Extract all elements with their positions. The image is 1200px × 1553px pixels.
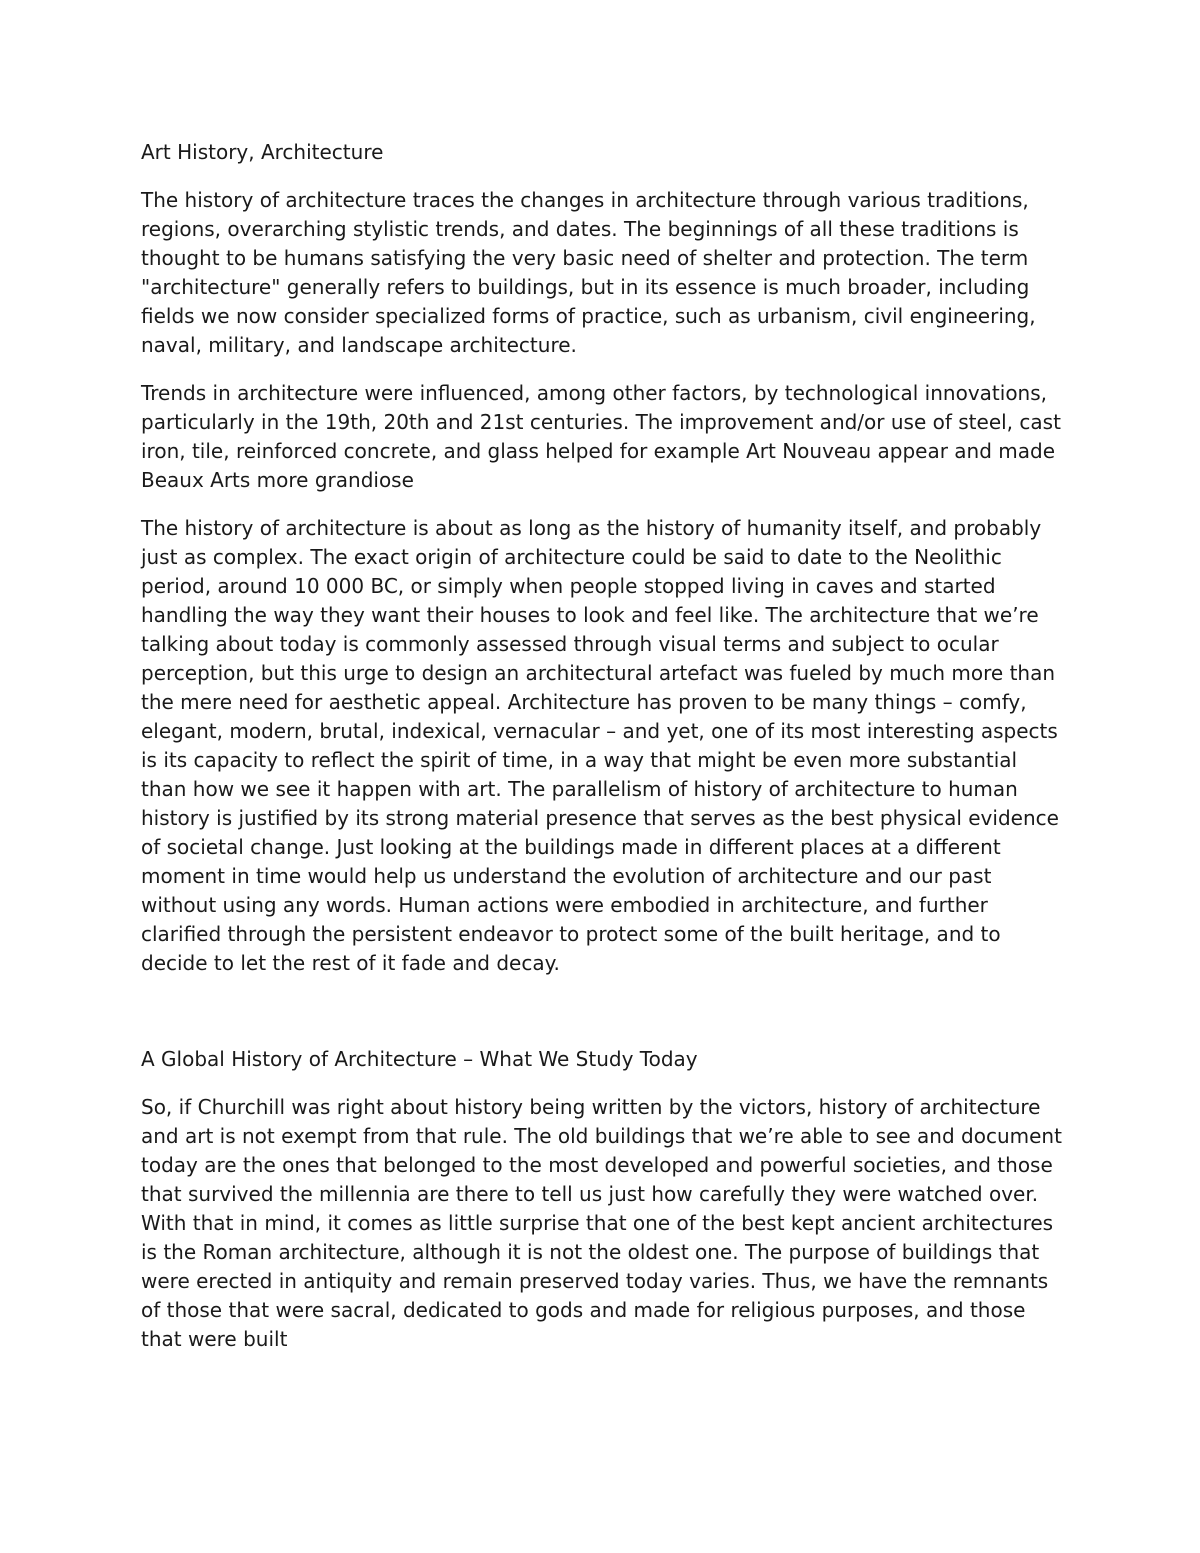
paragraph-architecture-trends: Trends in architecture were influenced, among other factors, by technological innovations, particularly in the 19th, 20th and 21st centuries. The improvement and/or use of steel, cast iron, tile, reinforced concrete, and glass helped for example Art Nouveau appear and made Beaux Arts more grandiose <box>141 381 1061 492</box>
section-spacer <box>141 997 1062 1045</box>
section-heading: A Global History of Architecture – What We Study Today <box>141 1047 698 1071</box>
paragraph-architecture-history: The history of architecture is about as long as the history of humanity itself, and probably just as complex. The exact origin of architecture could be said to date to the Neolithic period, around 10 000 BC, or simply when people stopped living in caves and started handling the way they want their houses to look and feel like. The architecture that we’re talking about today is commonly assessed through visual terms and subject to ocular perception, but this urge to design an architectural artefact was fueled by much more than the mere need for aesthetic appeal. Architecture has proven to be many things – comfy, elegant, modern, brutal, indexical, vernacular – and yet, one of its most interesting aspects is its capacity to reflect the spirit of time, in a way that might be even more substantial than how we see it happen with art. The parallelism of history of architecture to human history is justified by its strong material presence that serves as the best physical evidence of societal change. Just looking at the buildings made in different places at a different moment in time would help us understand the evolution of architecture and our past without using any words. Human actions were embodied in architecture, and further clarified through the persistent endeavor to protect some of the built heritage, and to decide to let the rest of it fade and decay. <box>141 516 1059 975</box>
document-title: Art History, Architecture <box>141 140 384 164</box>
paragraph-global-history: So, if Churchill was right about history being written by the victors, history of architecture and art is not exempt from that rule. The old buildings that we’re able to see and document today are the ones that belonged to the most developed and powerful societies, and those that survived the millennia are there to tell us just how carefully they were watched over. With that in mind, it comes as little surprise that one of the best kept ancient architectures is the Roman architecture, although it is not the oldest one. The purpose of buildings that were erected in antiquity and remain preserved today varies. Thus, we have the remnants of those that were sacral, dedicated to gods and made for religious purposes, and those that were built <box>141 1095 1062 1351</box>
paragraph-architecture-definition: The history of architecture traces the changes in architecture through various traditions, regions, overarching stylistic trends, and dates. The beginnings of all these traditions is thought to be humans satisfying the very basic need of shelter and protection. The term "architecture" generally refers to buildings, but in its essence is much broader, including fields we now consider specialized forms of practice, such as urbanism, civil engineering, naval, military, and landscape architecture. <box>141 188 1036 357</box>
